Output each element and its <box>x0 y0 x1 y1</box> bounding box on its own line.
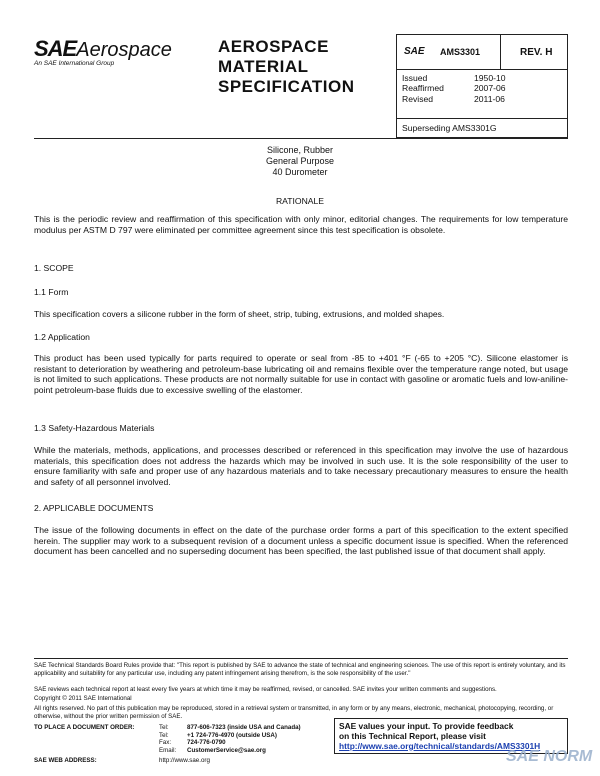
material-line-3: 40 Durometer <box>272 167 328 177</box>
issued-label: Issued <box>402 73 428 83</box>
logo-tagline: An SAE International Group <box>34 60 115 67</box>
sae-norm-watermark: SAE NORM <box>506 748 593 765</box>
email-value[interactable]: CustomerService@sae.org <box>187 746 266 754</box>
section-1-2-text: This product has been used typically for parts required to operate or seal from -85 to +401 °F (-65 to +205 °C). Silicone elastomer is resistant to deterioration by weathering and petroleum-base lubricating oil and remains flexible over the temperature range noted, but usage is not limited to such applications. These products are not normally suitable for use in contact with gasoline or aromatic fuels and low-aniline-point petroleum-base fluids due to excessive swelling of the elastomer. <box>34 353 568 395</box>
material-line-2: General Purpose <box>265 156 335 166</box>
section-1-1-heading: 1.1 Form <box>34 287 69 297</box>
email-label: Email: <box>159 746 177 754</box>
header-divider <box>34 138 568 139</box>
tel-value-1: 877-606-7323 (inside USA and Canada) <box>187 724 301 731</box>
feedback-link[interactable]: http://www.sae.org/technical/standards/AMS3301H <box>339 740 541 751</box>
contact-values <box>187 724 301 754</box>
footer-rights-text: All rights reserved. No part of this publication may be reproduced, stored in a retrieval system or transmitted, in any form or by any means, electronic, mechanical, photocopying, recording, or otherwise, without the prior written permission of SAE. <box>34 705 554 720</box>
footer-copyright: Copyright © 2011 SAE International <box>34 695 132 702</box>
section-1-3-text: While the materials, methods, applications, and processes described or referenced in this specification may involve the use of hazardous materials, this specification does not address the hazards which may be involved in such use. It is the sole responsibility of the user to ensure familiarity with safe and proper use of any hazardous materials and to take necessary precautionary measures to ensure the health and safety of all personnel involved. <box>34 445 568 487</box>
section-1-2-heading: 1.2 Application <box>34 332 90 342</box>
rationale-heading: RATIONALE <box>275 196 325 206</box>
footer-rules-text: SAE Technical Standards Board Rules provide that: "This report is published by SAE to advance the state of technical and engineering sciences. The use of this report is entirely voluntary, and its applicability and suitability for any particular use, including any patent infringement arising therefrom, is the sole responsibility of the user." <box>34 662 566 677</box>
document-type-title <box>218 37 388 97</box>
title-line-1: AEROSPACE <box>218 37 329 56</box>
revised-label: Revised <box>402 93 434 104</box>
sae-logo <box>34 36 194 76</box>
section-1-1-text: This specification covers a silicone rubber in the form of sheet, strip, tubing, extrusions, and molded shapes. <box>34 309 445 319</box>
date-labels <box>402 73 444 104</box>
section-2-heading: 2. APPLICABLE DOCUMENTS <box>34 503 154 513</box>
sae-logo-mark: SAE <box>34 36 77 61</box>
contact-labels <box>159 724 176 754</box>
fax-label: Fax: <box>159 739 172 747</box>
section-1-3-heading: 1.3 Safety-Hazardous Materials <box>34 423 155 433</box>
sae-small-mark: SAE <box>404 46 425 57</box>
reaffirmed-date: 2007-06 <box>474 83 506 94</box>
feedback-line-2: on this Technical Report, please visit <box>339 730 486 741</box>
revision-label: REV. H <box>520 47 553 58</box>
web-address-label: SAE WEB ADDRESS: <box>34 757 97 764</box>
tel-value-2: +1 724-776-4970 (outside USA) <box>187 731 277 739</box>
revised-date: 2011-06 <box>474 93 505 104</box>
section-1-heading: 1. SCOPE <box>34 263 74 273</box>
rationale-text: This is the periodic review and reaffirmation of this specification with only minor, editorial changes. The requirements for low temperature modulus per ASTM D 797 were eliminated per committee agreement since this test specification is obsolete. <box>34 214 568 235</box>
footer-divider <box>34 658 568 659</box>
issued-date: 1950-10 <box>474 73 506 83</box>
title-line-3: SPECIFICATION <box>218 77 355 96</box>
fax-value: 724-776-0790 <box>187 739 226 747</box>
tel-label-2: Tel: <box>159 731 169 739</box>
superseding-note: Superseding AMS3301G <box>402 123 497 133</box>
section-2-text: The issue of the following documents in effect on the date of the purchase order forms a part of this specification to the extent specified herein. The supplier may work to a subsequent revision of a document unless a specific document issue is specified. When the referenced document has been cancelled and no superseding document has been specified, the last published issue of that document shall apply. <box>34 525 568 557</box>
tel-label-1: Tel: <box>159 724 169 731</box>
feedback-line-1: SAE values your input. To provide feedback <box>339 721 514 731</box>
title-line-2: MATERIAL <box>218 57 309 76</box>
reaffirmed-label: Reaffirmed <box>402 83 444 94</box>
doc-id-box <box>396 34 568 138</box>
web-address-link[interactable]: http://www.sae.org <box>159 757 210 764</box>
footer-review-text: SAE reviews each technical report at least every five years at which time it may be reaffirmed, revised, or cancelled. SAE invites your written comments and suggestions. <box>34 686 497 693</box>
date-values <box>474 73 506 104</box>
material-title <box>200 145 400 178</box>
document-number: AMS3301 <box>440 47 481 57</box>
material-line-1: Silicone, Rubber <box>266 145 334 155</box>
aerospace-logo-text: Aerospace <box>76 39 172 61</box>
order-label: TO PLACE A DOCUMENT ORDER: <box>34 724 135 731</box>
